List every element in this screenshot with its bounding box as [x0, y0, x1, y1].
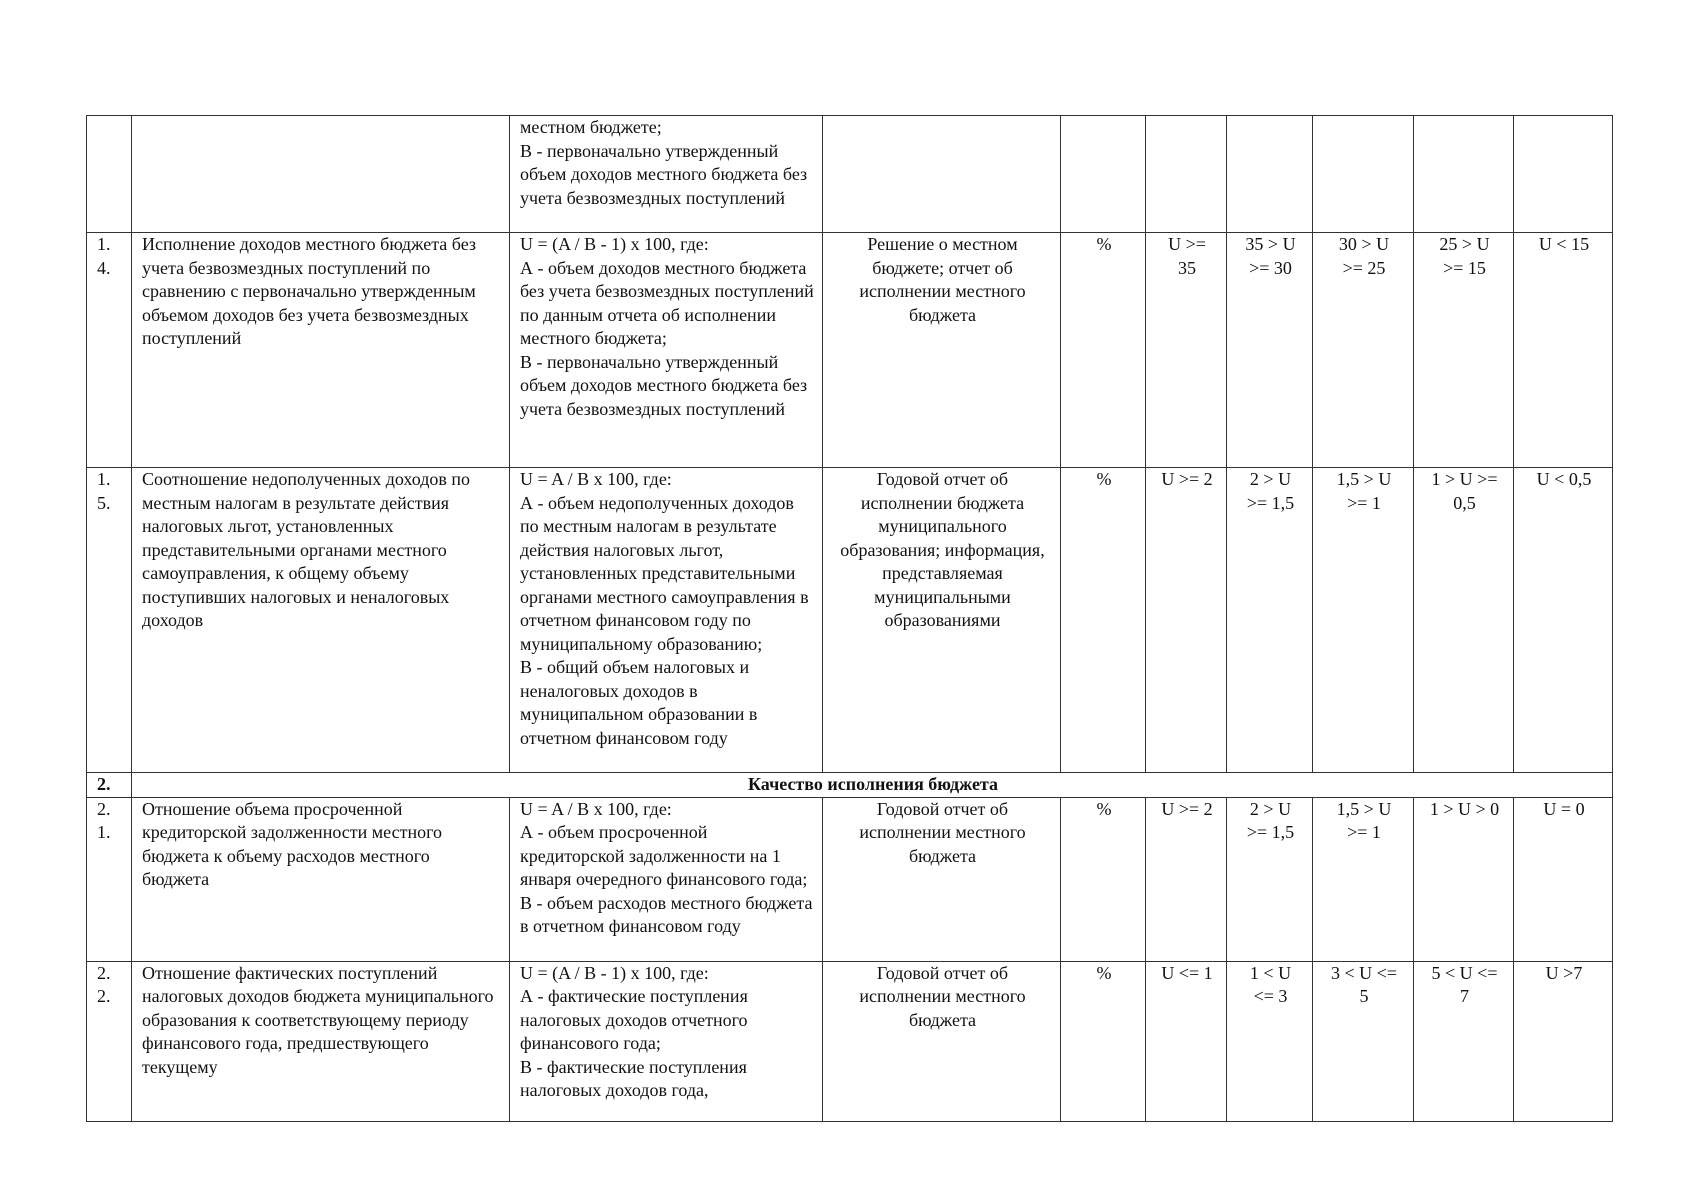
data-source: Годовой отчет об исполнении бюджета муниципального образования; информация, представляемая муниципальными образованиями [823, 468, 1061, 773]
calculation-formula: U = (A / B - 1) x 100, где: А - фактические поступления налоговых доходов отчетного финансового года; В - фактические поступления налоговых доходов года, [510, 961, 823, 1121]
indicator-name: Соотношение недополученных доходов по местным налогам в результате действия налоговых льгот, установленных представительными органами местного самоуправления, к общему объему поступивших налоговых и неналоговых доходов [132, 468, 510, 773]
score-4: 5 < U <= 7 [1414, 961, 1514, 1121]
score-3: 1,5 > U >= 1 [1313, 468, 1414, 773]
unit: % [1061, 233, 1146, 468]
score-3: 1,5 > U >= 1 [1313, 797, 1414, 961]
row-number: 2. 1. [87, 797, 132, 961]
row-number: 1. 4. [87, 233, 132, 468]
table-row [87, 233, 1613, 468]
score-4 [1414, 116, 1514, 233]
calculation-formula: местном бюджете; В - первоначально утвержденный объем доходов местного бюджета без учета безвозмездных поступлений [510, 116, 823, 233]
score-3: 30 > U >= 25 [1313, 233, 1414, 468]
table-row [87, 797, 1613, 961]
data-source: Решение о местном бюджете; отчет об исполнении местного бюджета [823, 233, 1061, 468]
data-source [823, 116, 1061, 233]
data-source: Годовой отчет об исполнении местного бюджета [823, 797, 1061, 961]
score-4: 25 > U >= 15 [1414, 233, 1514, 468]
calculation-formula: U = A / B x 100, где: А - объем недополученных доходов по местным налогам в результате действия налоговых льгот, установленных представительными органами местного самоуправления в отчетном финансовом году по муниципальному образованию; В - общий объем налоговых и неналоговых доходов в муниципальном образовании в отчетном финансовом году [510, 468, 823, 773]
score-2: 2 > U >= 1,5 [1227, 797, 1313, 961]
score-4: 1 > U > 0 [1414, 797, 1514, 961]
score-4: 1 > U >= 0,5 [1414, 468, 1514, 773]
indicator-name [132, 116, 510, 233]
indicator-name: Исполнение доходов местного бюджета без учета безвозмездных поступлений по сравнению с первоначально утвержденным объемом доходов без учета безвозмездных поступлений [132, 233, 510, 468]
score-2: 2 > U >= 1,5 [1227, 468, 1313, 773]
score-1 [1146, 116, 1227, 233]
row-number: 2. 2. [87, 961, 132, 1121]
unit [1061, 116, 1146, 233]
score-5: U < 15 [1514, 233, 1613, 468]
indicator-name: Отношение объема просроченной кредиторской задолженности местного бюджета к объему расходов местного бюджета [132, 797, 510, 961]
score-3 [1313, 116, 1414, 233]
unit: % [1061, 797, 1146, 961]
indicator-name: Отношение фактических поступлений налоговых доходов бюджета муниципального образования к соответствующему периоду финансового года, предшествующего текущему [132, 961, 510, 1121]
score-1: U >= 35 [1146, 233, 1227, 468]
section-row [87, 773, 1613, 798]
score-3: 3 < U <= 5 [1313, 961, 1414, 1121]
data-source: Годовой отчет об исполнении местного бюджета [823, 961, 1061, 1121]
score-1: U <= 1 [1146, 961, 1227, 1121]
score-2: 35 > U >= 30 [1227, 233, 1313, 468]
table-row [87, 116, 1613, 233]
score-1: U >= 2 [1146, 468, 1227, 773]
row-number: 1. 5. [87, 468, 132, 773]
score-5: U >7 [1514, 961, 1613, 1121]
score-1: U >= 2 [1146, 797, 1227, 961]
score-5 [1514, 116, 1613, 233]
indicator-table [86, 115, 1613, 1122]
calculation-formula: U = A / B x 100, где: А - объем просроченной кредиторской задолженности на 1 января очередного финансового года; В - объем расходов местного бюджета в отчетном финансовом году [510, 797, 823, 961]
score-2: 1 < U <= 3 [1227, 961, 1313, 1121]
score-2 [1227, 116, 1313, 233]
table-row [87, 961, 1613, 1121]
calculation-formula: U = (A / B - 1) x 100, где: А - объем доходов местного бюджета без учета безвозмездных поступлений по данным отчета об исполнении местного бюджета; В - первоначально утвержденный объем доходов местного бюджета без учета безвозмездных поступлений [510, 233, 823, 468]
table-row [87, 468, 1613, 773]
score-5: U < 0,5 [1514, 468, 1613, 773]
unit: % [1061, 961, 1146, 1121]
section-number: 2. [87, 773, 132, 798]
section-title: Качество исполнения бюджета [132, 773, 1613, 798]
score-5: U = 0 [1514, 797, 1613, 961]
unit: % [1061, 468, 1146, 773]
row-number [87, 116, 132, 233]
